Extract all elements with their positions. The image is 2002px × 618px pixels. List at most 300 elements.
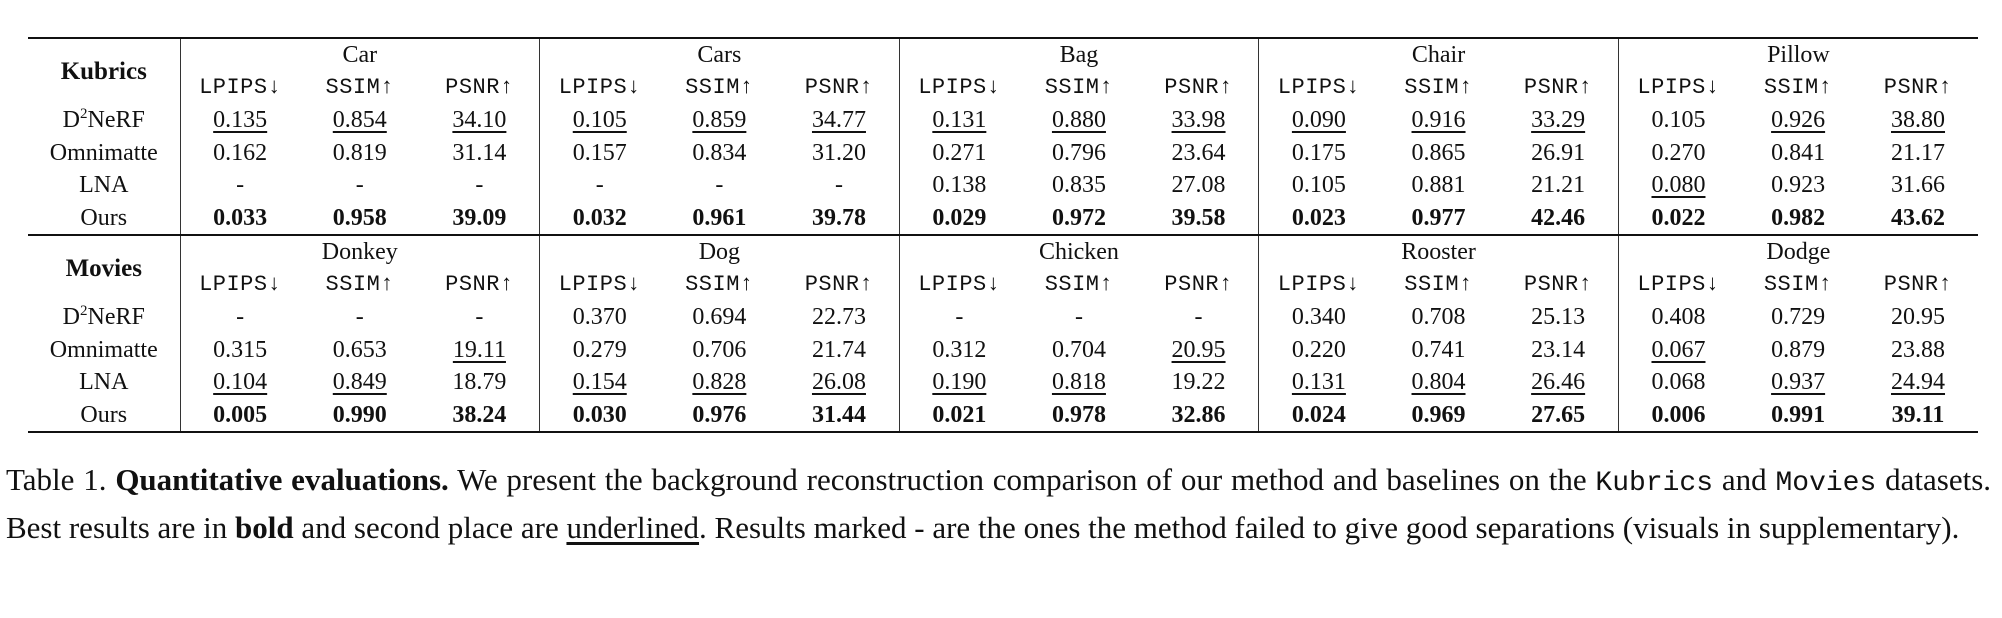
cell-value: - [355, 172, 364, 199]
table-row [28, 169, 1978, 202]
table-row [28, 334, 1978, 367]
table-cell [300, 366, 420, 399]
cell-value: 0.270 [1651, 139, 1706, 166]
table-cell [1259, 169, 1379, 202]
cell-value: 20.95 [1171, 336, 1226, 363]
table-cell [180, 366, 300, 399]
cell-value: 0.023 [1291, 204, 1346, 231]
cell-value: 0.006 [1651, 401, 1706, 428]
cell-value: 24.94 [1891, 369, 1946, 396]
cell-value: 33.29 [1531, 107, 1586, 134]
cell-value: 0.841 [1771, 139, 1826, 166]
metric-header: SSIM↑ [1763, 74, 1833, 100]
metric-header: LPIPS↓ [540, 269, 660, 302]
cell-value: 20.95 [1891, 304, 1946, 331]
metric-header: LPIPS↓ [540, 72, 660, 105]
table-cell [180, 202, 300, 236]
cell-value: 39.11 [1891, 401, 1945, 428]
table-cell [1379, 366, 1499, 399]
cell-value: - [1194, 304, 1203, 331]
table-cell [180, 334, 300, 367]
table-cell [540, 137, 660, 170]
cell-value: 21.74 [811, 336, 866, 363]
table-cell [540, 366, 660, 399]
table-cell [1738, 334, 1858, 367]
table-cell [540, 169, 660, 202]
cell-value: 0.937 [1771, 369, 1826, 396]
cell-value: - [955, 304, 964, 331]
table-row [28, 202, 1978, 236]
caption-text-1: We present the background reconstruction comparison of our method and baselines on the [457, 462, 1587, 497]
method-name-rest: NeRF [87, 304, 145, 331]
table-cell [300, 104, 420, 137]
table-cell [1618, 104, 1738, 137]
cell-value: 34.77 [811, 107, 866, 134]
cell-value: 0.991 [1771, 401, 1826, 428]
table-row [28, 104, 1978, 137]
cell-value: 38.24 [452, 401, 507, 428]
table-cell [300, 202, 420, 236]
table-cell [1019, 334, 1139, 367]
table-cell [779, 366, 899, 399]
cell-value: 0.990 [332, 401, 387, 428]
table-cell [540, 202, 660, 236]
cell-value: 0.653 [332, 336, 387, 363]
table-cell [1379, 137, 1499, 170]
scene-name: Chair [1259, 38, 1619, 72]
table-cell [1139, 334, 1259, 367]
cell-value: 0.796 [1051, 139, 1106, 166]
table-row [28, 137, 1978, 170]
table-cell [1259, 137, 1379, 170]
table-cell [1379, 104, 1499, 137]
table-cell [1498, 366, 1618, 399]
table-cell [1738, 202, 1858, 236]
cell-value: 31.66 [1891, 172, 1946, 199]
caption-underlined-word: underlined [566, 509, 700, 545]
table-row [28, 301, 1978, 334]
table-cell [540, 334, 660, 367]
cell-value: 0.029 [932, 204, 987, 231]
table-cell [1858, 301, 1978, 334]
table-cell [779, 169, 899, 202]
scene-name: Rooster [1259, 235, 1619, 269]
cell-value: 31.14 [452, 139, 507, 166]
table-cell [1139, 137, 1259, 170]
metric-header: SSIM↑ [1763, 271, 1833, 297]
table-cell [899, 301, 1019, 334]
table-cell [1379, 202, 1499, 236]
cell-value: 0.138 [932, 172, 987, 199]
cell-value: 25.13 [1531, 304, 1586, 331]
cell-value: 33.98 [1171, 107, 1226, 134]
cell-value: 0.969 [1411, 401, 1466, 428]
metric-header: SSIM↑ [685, 271, 754, 297]
metric-header: PSNR↑ [1164, 271, 1233, 297]
table-cell [1738, 169, 1858, 202]
table-cell [1379, 334, 1499, 367]
cell-value: 0.312 [932, 336, 987, 363]
cell-value: 0.154 [572, 369, 627, 396]
cell-value: 0.819 [332, 139, 387, 166]
table-cell [300, 334, 420, 367]
cell-value: 31.20 [811, 139, 866, 166]
cell-value: 0.729 [1771, 304, 1826, 331]
table-cell [659, 169, 779, 202]
cell-value: 0.090 [1291, 107, 1346, 134]
cell-value: 0.854 [332, 107, 387, 134]
table-cell [659, 366, 779, 399]
cell-value: 0.958 [332, 204, 387, 231]
table-cell [300, 399, 420, 433]
table-cell [1139, 169, 1259, 202]
metric-header: PSNR↑ [1523, 271, 1593, 297]
cell-value: 0.916 [1411, 107, 1466, 134]
cell-value: 38.80 [1891, 107, 1946, 134]
cell-value: 0.190 [932, 369, 987, 396]
table-cell [1498, 399, 1618, 433]
table-cell [1498, 104, 1618, 137]
cell-value: 0.926 [1771, 107, 1826, 134]
caption-text-3: datasets. Best results are in [6, 462, 1992, 545]
table-cell [420, 169, 540, 202]
scene-header-row [28, 235, 1978, 269]
table-cell [1498, 334, 1618, 367]
metric-header-row [28, 269, 1978, 302]
table-cell [180, 137, 300, 170]
cell-value: - [475, 172, 484, 199]
table-cell [1498, 169, 1618, 202]
table-cell [1259, 334, 1379, 367]
cell-value: 19.11 [452, 336, 506, 363]
table-cell [420, 301, 540, 334]
table-cell [659, 334, 779, 367]
metric-header: SSIM↑ [685, 74, 754, 100]
cell-value: 0.704 [1051, 336, 1106, 363]
method-label: Omnimatte [49, 336, 158, 363]
cell-value: 0.982 [1771, 204, 1826, 231]
metric-header: LPIPS↓ [1259, 72, 1379, 105]
cell-value: 26.91 [1531, 139, 1586, 166]
metric-header: SSIM↑ [1404, 271, 1473, 297]
table-cell [420, 137, 540, 170]
cell-value: 0.408 [1651, 304, 1706, 331]
table-cell [420, 202, 540, 236]
table-cell [1259, 301, 1379, 334]
cell-value: 43.62 [1891, 204, 1946, 231]
table-cell [1618, 202, 1738, 236]
table-cell [420, 104, 540, 137]
cell-value: 0.961 [692, 204, 747, 231]
cell-value: - [834, 172, 843, 199]
table-cell [1139, 301, 1259, 334]
cell-value: 23.88 [1891, 336, 1946, 363]
cell-value: 26.46 [1531, 369, 1586, 396]
method-name-base: D [62, 304, 80, 331]
table-cell [1738, 137, 1858, 170]
table-cell [1738, 366, 1858, 399]
table-cell [180, 169, 300, 202]
cell-value: 0.881 [1411, 172, 1466, 199]
table-cell [779, 202, 899, 236]
method-name-superscript: 2 [80, 106, 88, 123]
method-name-base: D [62, 107, 80, 134]
cell-value: 0.741 [1411, 336, 1466, 363]
cell-value: 26.08 [811, 369, 866, 396]
cell-value: 23.14 [1531, 336, 1586, 363]
metric-header: LPIPS↓ [180, 72, 300, 105]
cell-value: 0.828 [692, 369, 747, 396]
table-cell [1618, 169, 1738, 202]
cell-value: 0.694 [692, 304, 747, 331]
metric-header: LPIPS↓ [180, 269, 300, 302]
table-cell [1139, 104, 1259, 137]
cell-value: 0.880 [1051, 107, 1106, 134]
method-label [28, 104, 180, 137]
scene-name: Cars [540, 38, 900, 72]
metric-header: SSIM↑ [325, 74, 395, 100]
cell-value: 0.024 [1291, 401, 1346, 428]
table-cell [779, 104, 899, 137]
table-cell [300, 301, 420, 334]
metric-header: SSIM↑ [1044, 74, 1114, 100]
cell-value: 34.10 [452, 107, 507, 134]
metric-header: LPIPS↓ [1618, 269, 1738, 302]
cell-value: - [236, 304, 245, 331]
table-cell [1858, 399, 1978, 433]
cell-value: 0.135 [213, 107, 268, 134]
cell-value: 0.271 [932, 139, 987, 166]
cell-value: 0.131 [1291, 369, 1346, 396]
cell-value: 18.79 [452, 369, 507, 396]
table-cell [420, 366, 540, 399]
cell-value: 0.105 [1291, 172, 1346, 199]
cell-value: 0.976 [692, 401, 747, 428]
table-cell [1259, 399, 1379, 433]
cell-value: 0.175 [1291, 139, 1346, 166]
table-cell [659, 104, 779, 137]
table-cell [1858, 169, 1978, 202]
table-cell [1738, 399, 1858, 433]
cell-value: 23.64 [1171, 139, 1226, 166]
cell-value: 39.78 [811, 204, 866, 231]
cell-value: 0.708 [1411, 304, 1466, 331]
table-cell [1019, 301, 1139, 334]
table-cell [899, 366, 1019, 399]
table-cell [1858, 366, 1978, 399]
method-label: Ours [28, 202, 180, 236]
table-cell [899, 104, 1019, 137]
caption-dataset-movies: Movies [1775, 468, 1877, 499]
cell-value: 0.804 [1411, 369, 1466, 396]
metric-header: LPIPS↓ [899, 72, 1019, 105]
method-name-rest: NeRF [87, 107, 145, 134]
cell-value: 0.032 [572, 204, 627, 231]
table-cell [779, 399, 899, 433]
cell-value: - [236, 172, 245, 199]
table-cell [1379, 301, 1499, 334]
scene-name: Pillow [1618, 38, 1978, 72]
table-cell [899, 169, 1019, 202]
table-cell [1019, 399, 1139, 433]
caption-title: Quantitative evaluations. [115, 462, 449, 497]
table-cell [659, 202, 779, 236]
cell-value: 0.030 [572, 401, 627, 428]
table-cell [899, 334, 1019, 367]
table-cell [300, 169, 420, 202]
scene-name: Chicken [899, 235, 1259, 269]
cell-value: 21.21 [1531, 172, 1586, 199]
cell-value: 0.033 [213, 204, 268, 231]
cell-value: 0.978 [1051, 401, 1106, 428]
cell-value: 0.080 [1651, 172, 1706, 199]
cell-value: - [715, 172, 724, 199]
cell-value: 0.105 [572, 107, 627, 134]
method-name-superscript: 2 [80, 303, 88, 320]
cell-value: 0.879 [1771, 336, 1826, 363]
table-cell [1019, 137, 1139, 170]
table-cell [1259, 202, 1379, 236]
table-cell [1139, 399, 1259, 433]
cell-value: 0.279 [572, 336, 627, 363]
cell-value: 0.021 [932, 401, 987, 428]
dataset-label: Movies [28, 235, 180, 301]
method-label: Omnimatte [49, 139, 158, 166]
cell-value: 0.923 [1771, 172, 1826, 199]
table-cell [1139, 202, 1259, 236]
metric-header: PSNR↑ [1883, 271, 1953, 297]
table-cell [779, 137, 899, 170]
table-cell [1498, 301, 1618, 334]
cell-value: 0.859 [692, 107, 747, 134]
table-cell [1858, 104, 1978, 137]
cell-value: 31.44 [811, 401, 866, 428]
metric-header: SSIM↑ [325, 271, 395, 297]
table-cell [779, 301, 899, 334]
cell-value: 39.09 [452, 204, 507, 231]
scene-name: Donkey [180, 235, 540, 269]
table-cell [1858, 334, 1978, 367]
caption-dataset-kubrics: Kubrics [1595, 468, 1714, 499]
table-cell [540, 399, 660, 433]
table-cell [1618, 399, 1738, 433]
cell-value: 0.370 [572, 304, 627, 331]
metric-header: PSNR↑ [1883, 74, 1953, 100]
cell-value: 0.162 [213, 139, 268, 166]
cell-value: 0.005 [213, 401, 268, 428]
metric-header: LPIPS↓ [1618, 72, 1738, 105]
table-cell [420, 334, 540, 367]
table-cell [540, 104, 660, 137]
caption-label: Table 1. [6, 462, 107, 497]
cell-value: 0.835 [1051, 172, 1106, 199]
cell-value: 27.08 [1171, 172, 1226, 199]
caption-text-4: and second place are [301, 509, 559, 545]
cell-value: 0.068 [1651, 369, 1706, 396]
cell-value: 22.73 [811, 304, 866, 331]
table-cell [1259, 104, 1379, 137]
cell-value: 21.17 [1891, 139, 1946, 166]
method-label: LNA [79, 369, 129, 396]
results-table [28, 37, 1978, 433]
cell-value: 0.157 [572, 139, 627, 166]
table-cell [1498, 137, 1618, 170]
method-label: Ours [28, 399, 180, 433]
caption-bold-word: bold [235, 509, 294, 545]
scene-name: Dodge [1618, 235, 1978, 269]
cell-value: 0.977 [1411, 204, 1466, 231]
cell-value: 0.220 [1291, 336, 1346, 363]
scene-name: Car [180, 38, 540, 72]
table-cell [1259, 366, 1379, 399]
table-cell [180, 301, 300, 334]
table-cell [1379, 399, 1499, 433]
table-cell [1019, 169, 1139, 202]
metric-header: PSNR↑ [445, 271, 514, 297]
metric-header-row [28, 72, 1978, 105]
cell-value: 0.315 [213, 336, 268, 363]
table-cell [1019, 202, 1139, 236]
table-cell [1738, 301, 1858, 334]
metric-header: PSNR↑ [445, 74, 514, 100]
table-cell [1618, 137, 1738, 170]
scene-header-row [28, 38, 1978, 72]
cell-value: 0.834 [692, 139, 747, 166]
table-cell [659, 301, 779, 334]
table-cell [420, 399, 540, 433]
cell-value: 32.86 [1171, 401, 1226, 428]
cell-value: 42.46 [1531, 204, 1586, 231]
table-cell [1618, 366, 1738, 399]
metric-header: PSNR↑ [804, 271, 874, 297]
table-cell [1738, 104, 1858, 137]
cell-value: 0.105 [1651, 107, 1706, 134]
table-cell [1858, 137, 1978, 170]
table-cell [180, 399, 300, 433]
table-cell [1858, 202, 1978, 236]
cell-value: 0.865 [1411, 139, 1466, 166]
table-cell [899, 399, 1019, 433]
metric-header: LPIPS↓ [1259, 269, 1379, 302]
table-cell [1498, 202, 1618, 236]
caption-text-5: . Results marked - are the ones the method failed to give good separations (visuals in supplementary). [699, 509, 1960, 545]
table-cell [1618, 301, 1738, 334]
metric-header: PSNR↑ [1523, 74, 1593, 100]
scene-name: Bag [899, 38, 1259, 72]
table-cell [1618, 334, 1738, 367]
cell-value: - [475, 304, 484, 331]
cell-value: 0.022 [1651, 204, 1706, 231]
table-row [28, 399, 1978, 433]
scene-name: Dog [540, 235, 900, 269]
table-cell [899, 137, 1019, 170]
metric-header: LPIPS↓ [899, 269, 1019, 302]
table-row [28, 366, 1978, 399]
cell-value: 0.131 [932, 107, 987, 134]
cell-value: 0.067 [1651, 336, 1706, 363]
table-cell [1139, 366, 1259, 399]
cell-value: 0.340 [1291, 304, 1346, 331]
results-table-container [28, 37, 1978, 433]
cell-value: 27.65 [1531, 401, 1586, 428]
table-cell [899, 202, 1019, 236]
metric-header: SSIM↑ [1044, 271, 1114, 297]
table-cell [540, 301, 660, 334]
results-table-body [28, 38, 1978, 432]
cell-value: 0.706 [692, 336, 747, 363]
dataset-label: Kubrics [28, 38, 180, 104]
cell-value: 0.972 [1051, 204, 1106, 231]
